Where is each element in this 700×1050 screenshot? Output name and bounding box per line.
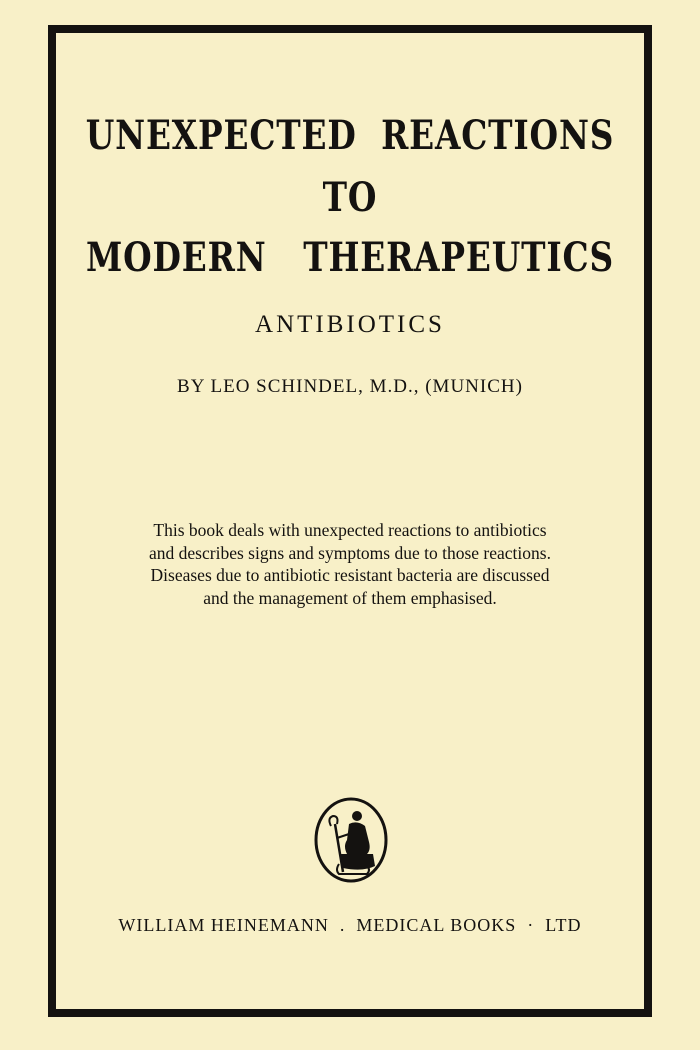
subtitle: ANTIBIOTICS [255, 311, 445, 338]
author-line: BY LEO SCHINDEL, M.D., (MUNICH) [177, 376, 523, 397]
description-blurb [0, 519, 700, 609]
blurb-line-2: and describes signs and symptoms due to those reactions. [149, 542, 551, 563]
title-line-3: MODERN THERAPEUTICS [86, 234, 614, 281]
blurb-line-4: and the management of them emphasised. [203, 587, 497, 608]
title-line-2: TO [322, 174, 378, 221]
publisher-emblem-icon [313, 796, 389, 884]
blurb-line-3: Diseases due to antibiotic resistant bacteria are discussed [150, 565, 550, 585]
publisher-line: WILLIAM HEINEMANN . MEDICAL BOOKS · LTD [118, 915, 582, 935]
title-line-1: UNEXPECTED REACTIONS [85, 112, 615, 159]
blurb-line-1: This book deals with unexpected reactions to antibiotics [153, 520, 547, 540]
